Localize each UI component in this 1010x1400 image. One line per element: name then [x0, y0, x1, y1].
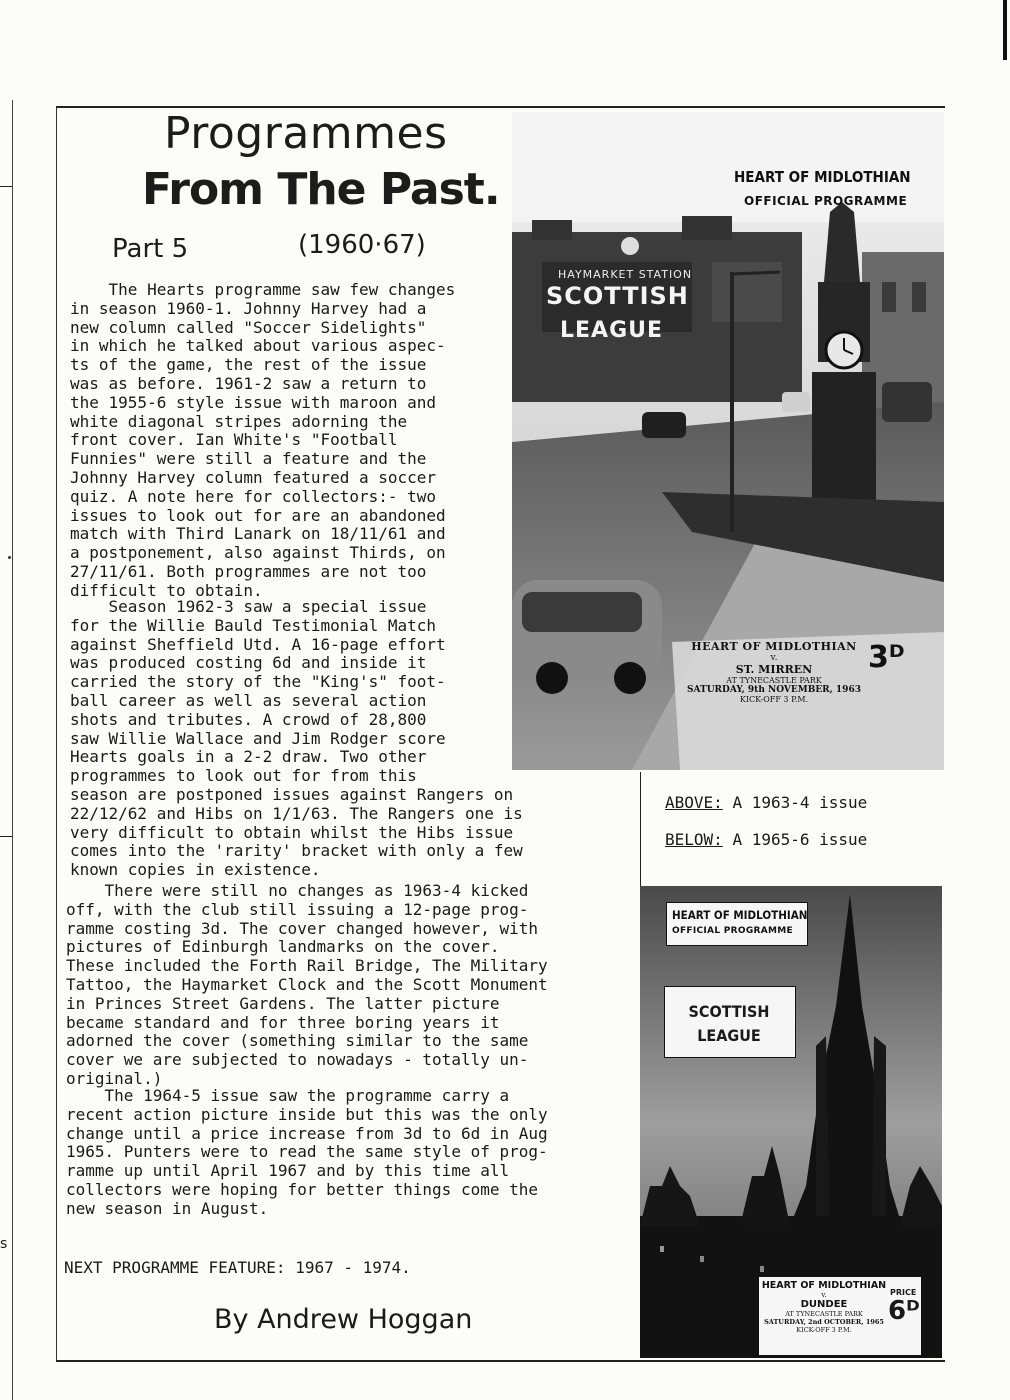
- fixture-venue: AT TYNECASTLE PARK: [726, 676, 822, 685]
- article-paragraph: The 1964-5 issue saw the programme carry a recent action picture inside but this was the only change until a price increase from 3d to 6d in Aug 1965. Punters were to read the same style of prog- ramme up until April 1967 and by this time all collectors were hoping for better things come the new season in August.: [66, 1086, 548, 1218]
- byline: By Andrew Hoggan: [214, 1304, 473, 1335]
- next-feature-note: NEXT PROGRAMME FEATURE: 1967 - 1974.: [64, 1258, 411, 1277]
- fixture-venue: AT TYNECASTLE PARK: [785, 1310, 863, 1318]
- fixture-home: HEART OF MIDLOTHIAN: [691, 640, 857, 653]
- cover-1965-price-label: PRICE: [890, 1288, 917, 1297]
- cover-1963-fixture: [676, 640, 872, 704]
- article-part: Part 5: [112, 234, 189, 264]
- fixture-v: v.: [770, 653, 778, 663]
- caption-above-text: A 1963-4 issue: [732, 793, 868, 812]
- fixture-away: DUNDEE: [800, 1299, 848, 1310]
- cover-1965-club: HEART OF MIDLOTHIAN: [672, 908, 808, 922]
- fixture-date: SATURDAY, 9th NOVEMBER, 1963: [687, 685, 861, 695]
- cover-1965-subtitle: OFFICIAL PROGRAMME: [672, 926, 794, 936]
- cover-1963-league-line1: SCOTTISH: [546, 282, 689, 310]
- fixture-away: ST. MIRREN: [735, 663, 813, 676]
- caption-below: [665, 830, 867, 849]
- scan-edge-bar: [1003, 0, 1007, 60]
- article-paragraph: There were still no changes as 1963-4 kicked off, with the club still issuing a 12-page prog- ramme costing 3d. The cover changed however, with pictures of Edinburgh landmarks on the cover. These included the Forth Rail Bridge, The Military Tattoo, the Haymarket Clock and the Scott Monument in Princes Street Gardens. The latter picture became standard and for three boring years it adorned the cover (something similar to the same cover we are subjected to nowadays - totally un- original.): [66, 881, 548, 1088]
- article-title-line2: From The Past.: [142, 164, 500, 215]
- fixture-home: HEART OF MIDLOTHIAN: [761, 1280, 887, 1291]
- margin-letter: s: [0, 1236, 8, 1252]
- margin-dot: [8, 556, 11, 559]
- cover-1963-club: HEART OF MIDLOTHIAN: [734, 168, 911, 186]
- fixture-kickoff: KICK-OFF 3 P.M.: [796, 1326, 852, 1334]
- cover-1963-price: 3ᴰ: [868, 640, 905, 675]
- caption-below-text: A 1965-6 issue: [732, 830, 868, 849]
- cover-1965-league: SCOTTISH LEAGUE: [688, 1002, 770, 1045]
- article-title-line1: Programmes: [164, 108, 448, 159]
- fixture-date: SATURDAY, 2nd OCTOBER, 1965: [764, 1318, 884, 1326]
- caption-below-label: BELOW:: [665, 830, 723, 849]
- margin-rule: [0, 186, 12, 187]
- cover-1965-price: 6ᴰ: [888, 1296, 920, 1326]
- article-years: (1960·67): [298, 230, 426, 260]
- article-paragraph: The Hearts programme saw few changes in season 1960-1. Johnny Harvey had a new column called "Soccer Sidelights" in which he talked about various aspec- ts of the game, the rest of the issue was as before. 1961-2 saw a return to the 1955-6 style issue with maroon and white diagonal stripes adorning the front cover. Ian White's "Football Funnies" were still a feature and the Johnny Harvey column featured a soccer quiz. A note here for collectors:- two issues to look out for are an abandoned match with Third Lanark on 18/11/61 and a postponement, also against Thirds, on 27/11/61. Both programmes are not too difficult to obtain.: [70, 280, 456, 600]
- fixture-v: v.: [821, 1291, 827, 1299]
- caption-box: [640, 772, 947, 886]
- cover-1963-subtitle: OFFICIAL PROGRAMME: [744, 194, 908, 208]
- station-sign: HAYMARKET STATION: [558, 268, 693, 281]
- adjacent-page-edge: [0, 100, 13, 1400]
- cover-1963-league-line2: LEAGUE: [560, 318, 664, 343]
- caption-above: [665, 793, 867, 812]
- margin-rule: [0, 836, 12, 837]
- fixture-kickoff: KICK-OFF 3 P.M.: [739, 695, 809, 704]
- caption-above-label: ABOVE:: [665, 793, 723, 812]
- cover-1965-fixture: [760, 1280, 888, 1334]
- article-paragraph: Season 1962-3 saw a special issue for the Willie Bauld Testimonial Match against Sheffield Utd. A 16-page effort was produced costing 6d and inside it carried the story of the "King's" foot- ball career as well as several action shots and tributes. A crowd of 28,800 saw Willie Wallace and Jim Rodger score Hearts goals in a 2-2 draw. Two other programmes to look out for from this season are postponed issues against Rangers on 22/12/62 and Hibs on 1/1/63. The Rangers one is very difficult to obtain whilst the Hibs issue comes into the 'rarity' bracket with only a few known copies in existence.: [70, 597, 523, 880]
